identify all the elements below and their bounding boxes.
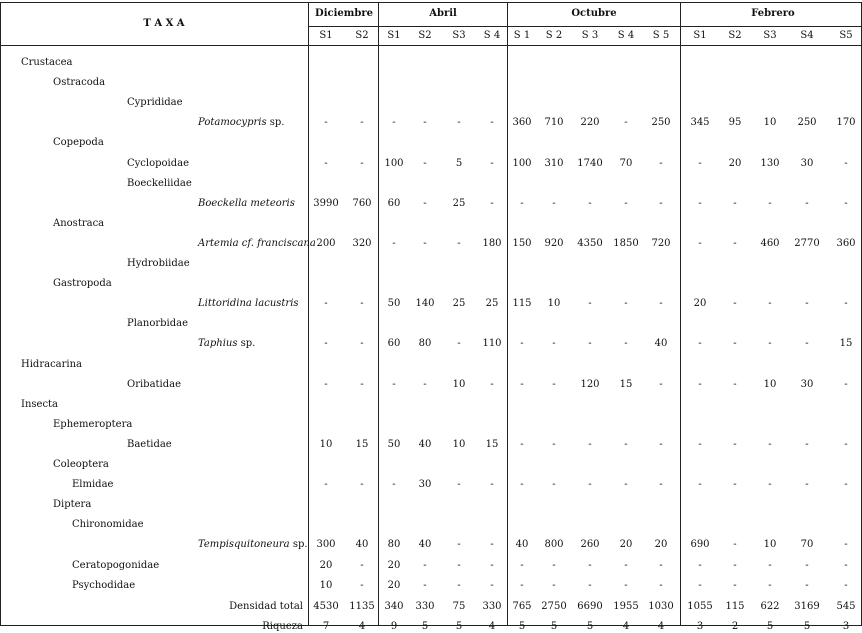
data-cell: -	[324, 298, 328, 310]
data-cell: 330	[482, 600, 502, 612]
data-cell: -	[805, 479, 809, 491]
taxon-label: Potamocypris sp.	[198, 117, 285, 129]
data-cell: -	[624, 579, 628, 591]
data-cell: -	[552, 579, 556, 591]
data-cell: 120	[580, 378, 600, 390]
top-rule	[0, 2, 862, 3]
data-cell: -	[698, 559, 702, 571]
taxon-label: Boeckella meteoris	[198, 197, 295, 209]
data-cell: 250	[797, 117, 817, 129]
data-cell: -	[423, 117, 427, 129]
data-cell: -	[423, 197, 427, 209]
data-cell: -	[733, 479, 737, 491]
data-cell: 5	[766, 620, 774, 632]
data-cell: 10	[452, 378, 466, 390]
data-cell: -	[844, 479, 848, 491]
data-cell: -	[844, 579, 848, 591]
data-cell: 920	[544, 237, 564, 249]
data-cell: -	[844, 378, 848, 390]
data-cell: 5	[803, 620, 811, 632]
site-header: S 3	[581, 30, 599, 41]
data-cell: -	[844, 157, 848, 169]
data-cell: -	[659, 559, 663, 571]
data-cell: 9	[390, 620, 398, 632]
data-cell: -	[768, 559, 772, 571]
taxon-label: Insecta	[21, 398, 59, 410]
site-header: S4	[800, 30, 814, 41]
data-cell: -	[588, 197, 592, 209]
data-cell: -	[457, 579, 461, 591]
data-cell: -	[457, 117, 461, 129]
data-cell: 10	[319, 579, 333, 591]
data-cell: 2770	[794, 237, 820, 249]
data-cell: 5	[455, 620, 463, 632]
data-cell: 25	[485, 298, 499, 310]
taxon-label: Tempisquitoneura sp.	[198, 539, 308, 551]
data-cell: -	[392, 237, 396, 249]
data-cell: -	[768, 197, 772, 209]
taxon-label: Planorbidae	[127, 318, 189, 330]
data-cell: 75	[452, 600, 466, 612]
data-cell: -	[588, 338, 592, 350]
data-cell: -	[624, 197, 628, 209]
data-cell: 40	[355, 539, 369, 551]
data-cell: 50	[387, 438, 401, 450]
data-cell: -	[805, 298, 809, 310]
data-cell: -	[844, 298, 848, 310]
data-cell: 4	[657, 620, 665, 632]
data-cell: -	[733, 338, 737, 350]
data-cell: -	[457, 539, 461, 551]
header-rule	[0, 45, 862, 46]
data-cell: -	[423, 378, 427, 390]
taxon-label: Cyprididae	[127, 97, 183, 109]
data-cell: -	[805, 559, 809, 571]
data-cell: 5	[421, 620, 429, 632]
data-cell: 760	[352, 197, 372, 209]
data-cell: 720	[651, 237, 671, 249]
data-cell: 1850	[613, 237, 639, 249]
data-cell: -	[520, 579, 524, 591]
data-cell: -	[588, 579, 592, 591]
data-cell: 40	[418, 438, 432, 450]
data-cell: 115	[512, 298, 532, 310]
data-cell: 100	[512, 157, 532, 169]
taxon-label: Chironomidae	[72, 519, 144, 531]
data-cell: 360	[836, 237, 856, 249]
taxon-label: Baetidae	[127, 438, 172, 450]
taxon-label: Ceratopogonidae	[72, 559, 160, 571]
data-cell: 3	[842, 620, 850, 632]
data-cell: 20	[387, 559, 401, 571]
data-cell: 4350	[577, 237, 603, 249]
site-header: S 1	[513, 30, 531, 41]
data-cell: -	[805, 338, 809, 350]
site-header: S1	[693, 30, 707, 41]
data-cell: -	[490, 117, 494, 129]
data-cell: 95	[728, 117, 742, 129]
data-cell: -	[360, 559, 364, 571]
data-cell: 10	[547, 298, 561, 310]
data-cell: -	[552, 438, 556, 450]
taxon-label: Ostracoda	[53, 77, 106, 89]
data-cell: -	[805, 197, 809, 209]
month-header: Octubre	[571, 8, 617, 19]
data-cell: 130	[760, 157, 780, 169]
data-cell: -	[805, 438, 809, 450]
data-cell: -	[360, 378, 364, 390]
data-cell: -	[698, 479, 702, 491]
data-cell: -	[844, 539, 848, 551]
data-cell: 250	[651, 117, 671, 129]
data-cell: -	[324, 338, 328, 350]
data-cell: -	[588, 479, 592, 491]
month-header: Febrero	[751, 8, 795, 19]
data-cell: 20	[619, 539, 633, 551]
taxon-label: Hidracarina	[21, 358, 83, 370]
data-cell: 1030	[648, 600, 674, 612]
data-cell: 1740	[577, 157, 603, 169]
data-cell: -	[659, 438, 663, 450]
data-cell: -	[768, 298, 772, 310]
data-cell: 40	[654, 338, 668, 350]
data-cell: -	[392, 117, 396, 129]
data-cell: -	[588, 298, 592, 310]
data-cell: -	[733, 559, 737, 571]
data-cell: 6690	[577, 600, 603, 612]
site-header: S5	[839, 30, 853, 41]
data-cell: 15	[619, 378, 633, 390]
data-cell: -	[360, 579, 364, 591]
site-header: S 4	[483, 30, 501, 41]
data-cell: -	[844, 197, 848, 209]
data-cell: -	[733, 237, 737, 249]
data-cell: 10	[452, 438, 466, 450]
data-cell: -	[520, 438, 524, 450]
site-header: S3	[763, 30, 777, 41]
data-cell: 1055	[687, 600, 713, 612]
data-cell: 4	[358, 620, 366, 632]
site-header: S3	[452, 30, 466, 41]
data-cell: -	[423, 237, 427, 249]
data-cell: 200	[316, 237, 336, 249]
data-cell: 15	[355, 438, 369, 450]
data-cell: 30	[418, 479, 432, 491]
month-header: Abril	[429, 8, 457, 19]
data-cell: -	[490, 479, 494, 491]
taxon-label: Crustacea	[21, 57, 73, 68]
data-cell: 1955	[613, 600, 639, 612]
data-cell: -	[588, 559, 592, 571]
data-cell: 170	[836, 117, 856, 129]
data-cell: -	[457, 559, 461, 571]
site-header: S2	[355, 30, 369, 41]
data-cell: 80	[418, 338, 432, 350]
taxon-label: Boeckeliidae	[127, 177, 192, 189]
data-cell: 140	[415, 298, 435, 310]
data-cell: 690	[690, 539, 710, 551]
data-cell: -	[733, 539, 737, 551]
data-cell: -	[805, 579, 809, 591]
data-cell: 5	[586, 620, 594, 632]
data-cell: -	[698, 157, 702, 169]
data-cell: -	[624, 479, 628, 491]
data-cell: 320	[352, 237, 372, 249]
data-cell: 40	[418, 539, 432, 551]
data-cell: -	[392, 378, 396, 390]
data-cell: 70	[619, 157, 633, 169]
data-cell: -	[520, 338, 524, 350]
data-cell: -	[457, 479, 461, 491]
data-cell: -	[520, 197, 524, 209]
data-cell: 345	[690, 117, 710, 129]
taxon-label: Anostraca	[53, 217, 105, 229]
data-cell: -	[423, 559, 427, 571]
data-cell: -	[624, 338, 628, 350]
site-header: S1	[319, 30, 333, 41]
data-cell: -	[423, 157, 427, 169]
data-cell: 110	[482, 338, 502, 350]
left-border	[0, 2, 1, 626]
taxon-label: Oribatidae	[127, 378, 182, 390]
taxon-label: Cyclopoidae	[127, 157, 190, 169]
data-cell: -	[360, 157, 364, 169]
column-group-divider	[507, 2, 508, 626]
data-cell: 7	[322, 620, 330, 632]
data-cell: -	[733, 197, 737, 209]
data-cell: -	[659, 157, 663, 169]
data-cell: 80	[387, 539, 401, 551]
data-cell: -	[324, 157, 328, 169]
data-cell: 15	[839, 338, 853, 350]
data-cell: 60	[387, 197, 401, 209]
data-cell: 4	[488, 620, 496, 632]
data-cell: 3990	[313, 197, 339, 209]
site-header: S 5	[652, 30, 670, 41]
data-cell: 180	[482, 237, 502, 249]
data-cell: 20	[387, 579, 401, 591]
data-cell: -	[659, 378, 663, 390]
summary-label: Densidad total	[229, 600, 303, 612]
data-cell: 30	[800, 157, 814, 169]
data-cell: 622	[760, 600, 780, 612]
taxa-header: T A X A	[143, 18, 185, 29]
site-header: S1	[387, 30, 401, 41]
data-cell: 330	[415, 600, 435, 612]
data-cell: 10	[763, 539, 777, 551]
data-cell: -	[733, 579, 737, 591]
data-cell: 300	[316, 539, 336, 551]
data-cell: -	[844, 438, 848, 450]
data-cell: 15	[485, 438, 499, 450]
data-cell: 25	[452, 298, 466, 310]
taxon-label: Ephemeroptera	[53, 418, 133, 430]
data-cell: 5	[518, 620, 526, 632]
data-cell: -	[659, 479, 663, 491]
data-cell: -	[552, 559, 556, 571]
data-cell: -	[659, 298, 663, 310]
data-cell: -	[324, 479, 328, 491]
data-cell: -	[490, 197, 494, 209]
data-cell: -	[659, 579, 663, 591]
data-cell: -	[520, 559, 524, 571]
data-cell: 20	[728, 157, 742, 169]
taxon-label: Littoridina lacustris	[198, 298, 299, 310]
data-cell: -	[552, 378, 556, 390]
data-cell: -	[457, 338, 461, 350]
data-cell: 60	[387, 338, 401, 350]
data-cell: 2750	[541, 600, 567, 612]
taxon-label: Coleoptera	[53, 459, 109, 470]
taxon-label: Artemia cf. franciscana	[198, 237, 316, 249]
taxon-label: Taphius sp.	[198, 338, 256, 350]
data-cell: 3169	[794, 600, 820, 612]
data-cell: -	[324, 378, 328, 390]
site-header: S2	[418, 30, 432, 41]
data-cell: -	[552, 479, 556, 491]
data-cell: -	[698, 378, 702, 390]
month-header: Diciembre	[315, 8, 373, 19]
data-cell: -	[698, 197, 702, 209]
data-cell: -	[698, 237, 702, 249]
data-cell: 25	[452, 197, 466, 209]
data-cell: -	[588, 438, 592, 450]
data-cell: 5	[550, 620, 558, 632]
data-cell: 50	[387, 298, 401, 310]
data-cell: -	[490, 559, 494, 571]
data-cell: 340	[384, 600, 404, 612]
month-underline	[308, 26, 862, 27]
data-cell: -	[768, 579, 772, 591]
taxon-label: Copepoda	[53, 137, 104, 149]
taxon-label: Diptera	[53, 499, 92, 511]
data-cell: -	[360, 117, 364, 129]
data-cell: -	[768, 438, 772, 450]
site-header: S 2	[545, 30, 563, 41]
data-cell: 800	[544, 539, 564, 551]
data-cell: -	[490, 579, 494, 591]
data-cell: 710	[544, 117, 564, 129]
data-cell: 360	[512, 117, 532, 129]
column-group-divider	[378, 2, 379, 626]
data-cell: 310	[544, 157, 564, 169]
data-cell: -	[624, 298, 628, 310]
summary-label: Riqueza	[262, 620, 303, 632]
data-cell: 220	[580, 117, 600, 129]
data-cell: -	[733, 438, 737, 450]
data-cell: 1135	[349, 600, 375, 612]
data-cell: 40	[515, 539, 529, 551]
data-cell: -	[624, 117, 628, 129]
data-cell: 10	[763, 117, 777, 129]
taxon-label: Gastropoda	[53, 278, 112, 290]
data-cell: 20	[319, 559, 333, 571]
data-cell: 5	[455, 157, 463, 169]
data-cell: 20	[654, 539, 668, 551]
data-cell: -	[659, 197, 663, 209]
data-cell: 765	[512, 600, 532, 612]
data-cell: 70	[800, 539, 814, 551]
data-cell: -	[520, 479, 524, 491]
data-cell: 3	[696, 620, 704, 632]
data-cell: -	[490, 539, 494, 551]
data-cell: 20	[693, 298, 707, 310]
data-cell: -	[490, 378, 494, 390]
data-cell: -	[360, 479, 364, 491]
data-cell: -	[624, 559, 628, 571]
data-cell: -	[324, 117, 328, 129]
data-cell: 260	[580, 539, 600, 551]
data-cell: -	[520, 378, 524, 390]
data-cell: -	[768, 479, 772, 491]
data-cell: -	[457, 237, 461, 249]
data-cell: 30	[800, 378, 814, 390]
data-cell: 460	[760, 237, 780, 249]
data-cell: -	[360, 298, 364, 310]
data-cell: -	[733, 298, 737, 310]
data-cell: -	[733, 378, 737, 390]
data-cell: 115	[725, 600, 745, 612]
data-cell: -	[552, 197, 556, 209]
data-cell: 10	[319, 438, 333, 450]
data-cell: -	[392, 479, 396, 491]
taxon-label: Elmidae	[72, 479, 114, 491]
data-cell: 150	[512, 237, 532, 249]
site-header: S2	[728, 30, 742, 41]
data-cell: 4	[622, 620, 630, 632]
data-cell: 2	[731, 620, 739, 632]
data-cell: 10	[763, 378, 777, 390]
data-cell: -	[768, 338, 772, 350]
data-cell: 4530	[313, 600, 339, 612]
data-cell: 100	[384, 157, 404, 169]
data-cell: -	[624, 438, 628, 450]
column-group-divider	[680, 2, 681, 626]
taxon-label: Psychodidae	[72, 579, 136, 591]
data-cell: -	[698, 438, 702, 450]
taxon-label: Hydrobiidae	[127, 258, 190, 269]
data-cell: -	[698, 579, 702, 591]
data-cell: 545	[836, 600, 856, 612]
column-group-divider	[308, 2, 309, 626]
data-cell: -	[423, 579, 427, 591]
data-cell: -	[844, 559, 848, 571]
data-cell: -	[490, 157, 494, 169]
data-cell: -	[360, 338, 364, 350]
data-cell: -	[552, 338, 556, 350]
data-cell: -	[698, 338, 702, 350]
site-header: S 4	[617, 30, 635, 41]
